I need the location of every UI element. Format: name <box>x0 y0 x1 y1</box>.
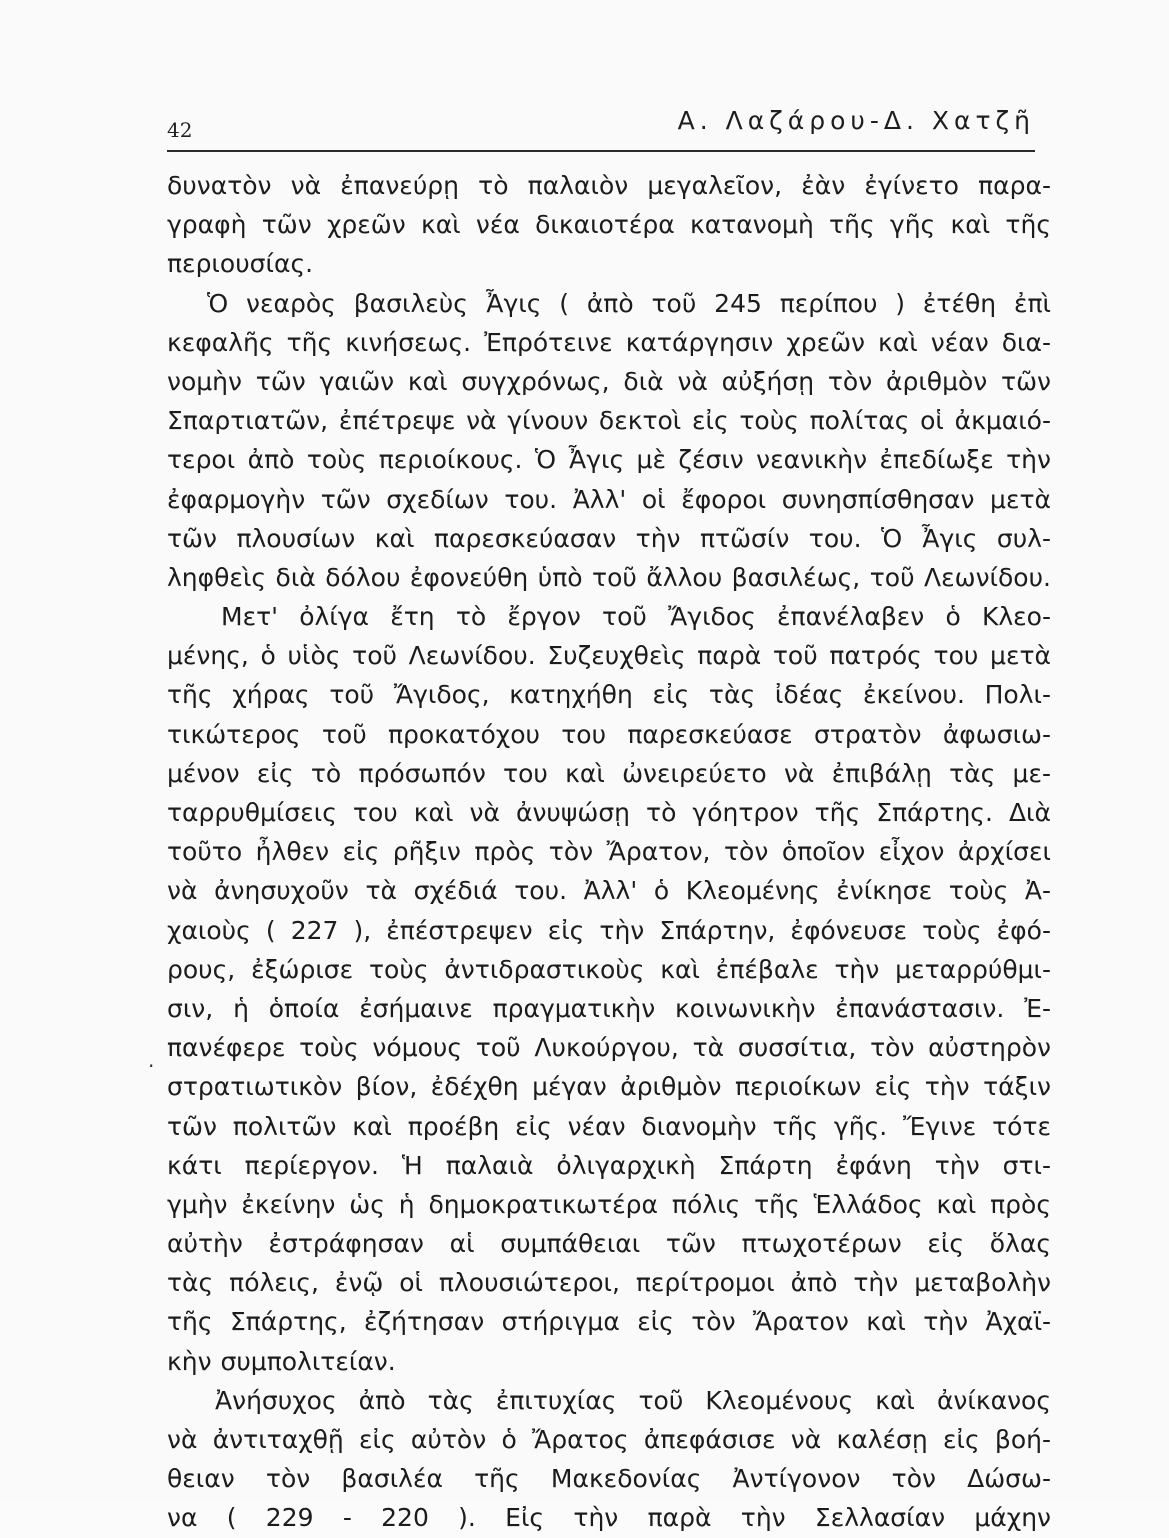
text-line: κὴν συμπολιτείαν. <box>167 1346 396 1376</box>
text-line: Ἀνήσυχος ἀπὸ τὰς ἐπιτυχίας τοῦ Κλεομένους καὶ ἀνίκανος <box>215 1385 1051 1415</box>
text-line: Σπαρτιατῶν, ἐπέτρεψε νὰ γίνουν δεκτοὶ εἰς τοὺς πολίτας οἱ ἀκμαιό- <box>167 406 1051 436</box>
text-line: τὰς πόλεις, ἐνῷ οἱ πλουσιώτεροι, περίτρομοι ἀπὸ τὴν μεταβολὴν <box>167 1268 1051 1298</box>
text-line: τοῦτο ἦλθεν εἰς ρῆξιν πρὸς τὸν Ἄρατον, τὸν ὁποῖον εἶχον ἀρχίσει <box>167 837 1051 867</box>
page-header <box>167 100 1035 152</box>
text-line: ἐφαρμογὴν τῶν σχεδίων του. Ἀλλ' οἱ ἔφοροι συνησπίσθησαν μετὰ <box>167 484 1051 514</box>
text-line: τῆς Σπάρτης, ἐζήτησαν στήριγμα εἰς τὸν Ἄρατον καὶ τὴν Ἀχαϊ- <box>167 1307 1051 1337</box>
text-line: τῆς χήρας τοῦ Ἄγιδος, κατηχήθη εἰς τὰς ἰδέας ἐκείνου. Πολι- <box>167 680 1051 710</box>
margin-mark: · <box>148 1054 155 1078</box>
text-line: μένης, ὁ υἱὸς τοῦ Λεωνίδου. Συζευχθεὶς παρὰ τοῦ πατρός του μετὰ <box>167 641 1051 671</box>
text-line: κεφαλῆς τῆς κινήσεως. Ἐπρότεινε κατάργησιν χρεῶν καὶ νέαν δια- <box>167 327 1051 357</box>
text-line: Μετ' ὀλίγα ἔτη τὸ ἔργον τοῦ Ἄγιδος ἐπανέλαβεν ὁ Κλεο- <box>221 602 1051 632</box>
text-line: κάτι περίεργον. Ἡ παλαιὰ ὀλιγαρχικὴ Σπάρτη ἐφάνη τὴν στι- <box>167 1150 1051 1180</box>
text-line: γραφὴ τῶν χρεῶν καὶ νέα δικαιοτέρα κατανομὴ τῆς γῆς καὶ τῆς <box>167 210 1051 240</box>
body-text <box>167 166 1051 1538</box>
text-line: Ὁ νεαρὸς βασιλεὺς Ἆγις ( ἀπὸ τοῦ 245 περίπου ) ἐτέθη ἐπὶ <box>207 288 1051 318</box>
text-line: χαιοὺς ( 227 ), ἐπέστρεψεν εἰς τὴν Σπάρτην, ἐφόνευσε τοὺς ἐφό- <box>167 915 1051 945</box>
text-line: πανέφερε τοὺς νόμους τοῦ Λυκούργου, τὰ συσσίτια, τὸν αὐστηρὸν <box>167 1033 1051 1063</box>
text-line: τεροι ἀπὸ τοὺς περιοίκους. Ὁ Ἆγις μὲ ζέσιν νεανικὴν ἐπεδίωξε τὴν <box>167 445 1051 475</box>
text-line: νὰ ἀντιταχθῇ εἰς αὐτὸν ὁ Ἄρατος ἀπεφάσισε νὰ καλέσῃ εἰς βοή- <box>167 1425 1051 1454</box>
text-line: ταρρυθμίσεις του καὶ νὰ ἀνυψώσῃ τὸ γόητρον τῆς Σπάρτης. Διὰ <box>167 798 1051 827</box>
text-line: μένον εἰς τὸ πρόσωπόν του καὶ ὠνειρεύετο νὰ ἐπιβάλῃ τὰς με- <box>167 758 1051 788</box>
page-number: 42 <box>167 118 193 142</box>
text-line: ληφθεὶς διὰ δόλου ἐφονεύθη ὑπὸ τοῦ ἄλλου βασιλέως, τοῦ Λεωνίδου. <box>167 562 1051 592</box>
text-line: τῶν πλουσίων καὶ παρεσκεύασαν τὴν πτῶσίν του. Ὁ Ἆγις συλ- <box>167 523 1051 553</box>
text-line: γμὴν ἐκείνην ὡς ἡ δημοκρατικωτέρα πόλις τῆς Ἑλλάδος καὶ πρὸς <box>167 1189 1051 1219</box>
text-line: ρους, ἐξώρισε τοὺς ἀντιδραστικοὺς καὶ ἐπέβαλε τὴν μεταρρύθμι- <box>167 954 1051 984</box>
text-line: τῶν πολιτῶν καὶ προέβη εἰς νέαν διανομὴν τῆς γῆς. Ἔγινε τότε <box>167 1111 1051 1141</box>
text-line: να ( 229 - 220 ). Εἰς τὴν παρὰ τὴν Σελλασίαν μάχην <box>167 1503 1051 1533</box>
text-line: νὰ ἀνησυχοῦν τὰ σχέδιά του. Ἀλλ' ὁ Κλεομένης ἐνίκησε τοὺς Ἀ- <box>167 876 1051 906</box>
text-line: δυνατὸν νὰ ἐπανεύρῃ τὸ παλαιὸν μεγαλεῖον, ἐὰν ἐγίνετο παρα- <box>167 171 1051 200</box>
running-head: Α. Λαζάρου-Δ. Χατζῆ <box>677 106 1035 135</box>
text-line: περιουσίας. <box>167 249 314 279</box>
text-line: αὐτὴν ἐστράφησαν αἱ συμπάθειαι τῶν πτωχοτέρων εἰς ὅλας <box>167 1229 1051 1259</box>
text-line: θειαν τὸν βασιλέα τῆς Μακεδονίας Ἀντίγονον τὸν Δώσω- <box>167 1464 1051 1494</box>
text-line: τικώτερος τοῦ προκατόχου του παρεσκεύασε στρατὸν ἀφωσιω- <box>167 719 1051 749</box>
text-line: σιν, ἡ ὁποία ἐσήμαινε πραγματικὴν κοινωνικὴν ἐπανάστασιν. Ἐ- <box>167 993 1051 1023</box>
text-line: νομὴν τῶν γαιῶν καὶ συγχρόνως, διὰ νὰ αὐξήσῃ τὸν ἀριθμὸν τῶν <box>167 366 1051 396</box>
text-line: στρατιωτικὸν βίον, ἐδέχθη μέγαν ἀριθμὸν περιοίκων εἰς τὴν τάξιν <box>167 1072 1051 1102</box>
